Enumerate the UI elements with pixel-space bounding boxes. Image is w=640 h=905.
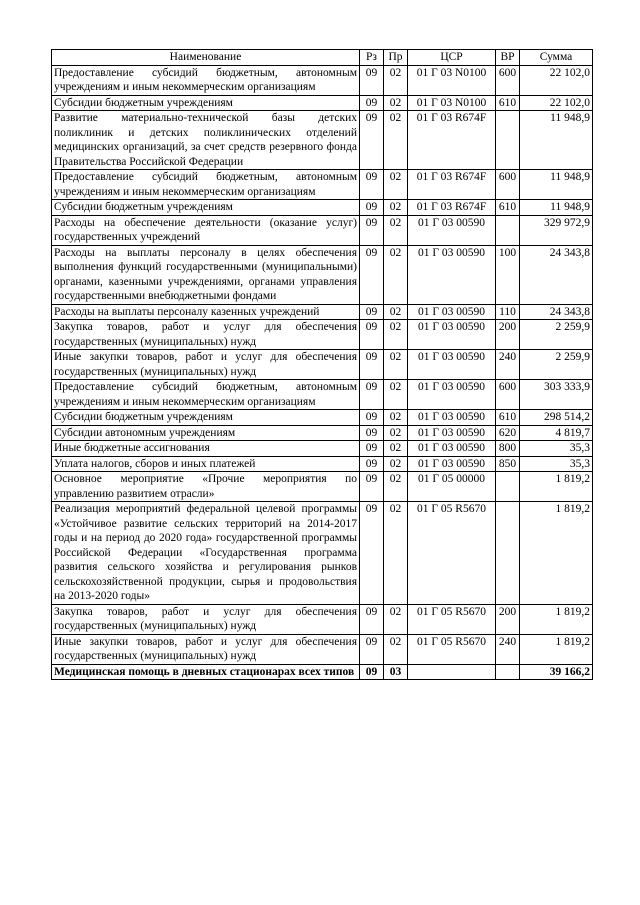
table-row xyxy=(52,664,593,680)
header-sum: Сумма xyxy=(520,50,593,66)
row-vr xyxy=(496,664,520,680)
row-vr: 850 xyxy=(496,456,520,472)
row-name: Предоставление субсидий бюджетным, автономным учреждениям и иным некоммерческим организациям xyxy=(52,380,360,410)
row-rz: 09 xyxy=(360,502,384,605)
row-pr: 02 xyxy=(384,111,408,170)
row-csr: 01 Г 03 00590 xyxy=(408,215,496,245)
table-header-row xyxy=(52,50,593,66)
row-pr: 02 xyxy=(384,215,408,245)
row-pr: 02 xyxy=(384,95,408,111)
row-rz: 09 xyxy=(360,472,384,502)
table-row xyxy=(52,215,593,245)
row-pr: 02 xyxy=(384,65,408,95)
table-row xyxy=(52,410,593,426)
table-row xyxy=(52,200,593,216)
row-pr: 02 xyxy=(384,425,408,441)
row-name: Развитие материально-технической базы детских поликлиник и детских поликлинических отделений медицинских организаций, за счет средств резервного фонда Правительства Российской Федерации xyxy=(52,111,360,170)
row-sum: 1 819,2 xyxy=(520,502,593,605)
row-rz: 09 xyxy=(360,380,384,410)
row-rz: 09 xyxy=(360,320,384,350)
header-csr: ЦСР xyxy=(408,50,496,66)
row-rz: 09 xyxy=(360,95,384,111)
row-vr: 240 xyxy=(496,634,520,664)
row-rz: 09 xyxy=(360,304,384,320)
row-rz: 09 xyxy=(360,634,384,664)
row-pr: 02 xyxy=(384,604,408,634)
row-rz: 09 xyxy=(360,664,384,680)
row-rz: 09 xyxy=(360,170,384,200)
row-sum: 11 948,9 xyxy=(520,111,593,170)
row-sum: 24 343,8 xyxy=(520,304,593,320)
row-csr: 01 Г 03 00590 xyxy=(408,456,496,472)
row-sum: 303 333,9 xyxy=(520,380,593,410)
row-name: Уплата налогов, сборов и иных платежей xyxy=(52,456,360,472)
row-pr: 02 xyxy=(384,456,408,472)
header-rz: Рз xyxy=(360,50,384,66)
table-row xyxy=(52,95,593,111)
row-vr: 100 xyxy=(496,245,520,304)
row-sum: 11 948,9 xyxy=(520,200,593,216)
row-sum: 2 259,9 xyxy=(520,350,593,380)
table-row xyxy=(52,111,593,170)
row-rz: 09 xyxy=(360,65,384,95)
row-vr xyxy=(496,215,520,245)
row-name: Иные бюджетные ассигнования xyxy=(52,441,360,457)
row-name: Расходы на обеспечение деятельности (оказание услуг) государственных учреждений xyxy=(52,215,360,245)
row-name: Предоставление субсидий бюджетным, автономным учреждениям и иным некоммерческим организациям xyxy=(52,65,360,95)
row-sum: 35,3 xyxy=(520,441,593,457)
row-csr: 01 Г 03 00590 xyxy=(408,304,496,320)
header-name: Наименование xyxy=(52,50,360,66)
budget-table xyxy=(51,49,593,680)
table-row xyxy=(52,304,593,320)
row-rz: 09 xyxy=(360,111,384,170)
row-csr: 01 Г 03 N0100 xyxy=(408,95,496,111)
row-csr: 01 Г 05 R5670 xyxy=(408,502,496,605)
row-sum: 39 166,2 xyxy=(520,664,593,680)
row-pr: 02 xyxy=(384,304,408,320)
row-csr: 01 Г 05 R5670 xyxy=(408,604,496,634)
row-pr: 02 xyxy=(384,320,408,350)
row-csr: 01 Г 03 00590 xyxy=(408,320,496,350)
header-vr: ВР xyxy=(496,50,520,66)
row-name: Субсидии автономным учреждениям xyxy=(52,425,360,441)
table-row xyxy=(52,425,593,441)
row-sum: 4 819,7 xyxy=(520,425,593,441)
table-row xyxy=(52,170,593,200)
table-row xyxy=(52,380,593,410)
row-pr: 02 xyxy=(384,245,408,304)
row-vr: 600 xyxy=(496,170,520,200)
row-sum: 1 819,2 xyxy=(520,634,593,664)
table-row xyxy=(52,634,593,664)
row-pr: 02 xyxy=(384,472,408,502)
row-sum: 1 819,2 xyxy=(520,604,593,634)
row-name: Расходы на выплаты персоналу казенных учреждений xyxy=(52,304,360,320)
table-row xyxy=(52,320,593,350)
row-name: Субсидии бюджетным учреждениям xyxy=(52,95,360,111)
row-csr: 01 Г 03 00590 xyxy=(408,441,496,457)
row-vr: 110 xyxy=(496,304,520,320)
row-sum: 2 259,9 xyxy=(520,320,593,350)
row-pr: 02 xyxy=(384,200,408,216)
row-csr: 01 Г 05 R5670 xyxy=(408,634,496,664)
row-rz: 09 xyxy=(360,215,384,245)
row-vr: 200 xyxy=(496,320,520,350)
row-pr: 02 xyxy=(384,170,408,200)
row-rz: 09 xyxy=(360,245,384,304)
row-rz: 09 xyxy=(360,350,384,380)
table-row xyxy=(52,245,593,304)
row-vr: 610 xyxy=(496,410,520,426)
row-name: Медицинская помощь в дневных стационарах всех типов xyxy=(52,664,360,680)
row-pr: 02 xyxy=(384,380,408,410)
row-name: Закупка товаров, работ и услуг для обеспечения государственных (муниципальных) нужд xyxy=(52,320,360,350)
row-pr: 02 xyxy=(384,502,408,605)
row-name: Расходы на выплаты персоналу в целях обеспечения выполнения функций государственными (муниципальными) органами, казенными учреждениями, органами управления государственными внебюджетными фондами xyxy=(52,245,360,304)
row-csr: 01 Г 03 00590 xyxy=(408,350,496,380)
row-rz: 09 xyxy=(360,456,384,472)
row-vr: 800 xyxy=(496,441,520,457)
row-pr: 02 xyxy=(384,410,408,426)
row-rz: 09 xyxy=(360,410,384,426)
row-csr: 01 Г 03 00590 xyxy=(408,380,496,410)
row-vr: 240 xyxy=(496,350,520,380)
row-csr: 01 Г 03 00590 xyxy=(408,425,496,441)
row-sum: 329 972,9 xyxy=(520,215,593,245)
row-pr: 02 xyxy=(384,634,408,664)
row-vr: 600 xyxy=(496,380,520,410)
row-vr xyxy=(496,502,520,605)
row-vr xyxy=(496,472,520,502)
row-rz: 09 xyxy=(360,604,384,634)
table-row xyxy=(52,350,593,380)
row-sum: 24 343,8 xyxy=(520,245,593,304)
row-vr: 610 xyxy=(496,200,520,216)
row-sum: 35,3 xyxy=(520,456,593,472)
row-rz: 09 xyxy=(360,200,384,216)
row-vr: 620 xyxy=(496,425,520,441)
row-name: Иные закупки товаров, работ и услуг для обеспечения государственных (муниципальных) нужд xyxy=(52,350,360,380)
row-sum: 1 819,2 xyxy=(520,472,593,502)
row-name: Иные закупки товаров, работ и услуг для обеспечения государственных (муниципальных) нужд xyxy=(52,634,360,664)
row-pr: 03 xyxy=(384,664,408,680)
row-name: Субсидии бюджетным учреждениям xyxy=(52,410,360,426)
row-csr: 01 Г 03 00590 xyxy=(408,410,496,426)
row-csr: 01 Г 03 R674F xyxy=(408,111,496,170)
row-vr: 200 xyxy=(496,604,520,634)
row-rz: 09 xyxy=(360,425,384,441)
table-row xyxy=(52,65,593,95)
row-sum: 298 514,2 xyxy=(520,410,593,426)
row-vr xyxy=(496,111,520,170)
row-sum: 11 948,9 xyxy=(520,170,593,200)
row-csr: 01 Г 03 00590 xyxy=(408,245,496,304)
row-sum: 22 102,0 xyxy=(520,95,593,111)
row-vr: 600 xyxy=(496,65,520,95)
row-vr: 610 xyxy=(496,95,520,111)
row-name: Предоставление субсидий бюджетным, автономным учреждениям и иным некоммерческим организациям xyxy=(52,170,360,200)
row-csr xyxy=(408,664,496,680)
row-name: Основное мероприятие «Прочие мероприятия по управлению развитием отрасли» xyxy=(52,472,360,502)
row-name: Реализация мероприятий федеральной целевой программы «Устойчивое развитие сельских территорий на 2014-2017 годы и на период до 2020 года» государственной программы Российской Федерации «Государственная программа развития сельского хозяйства и регулирования рынков сельскохозяйственной продукции, сырья и продовольствия на 2013-2020 годы» xyxy=(52,502,360,605)
row-name: Закупка товаров, работ и услуг для обеспечения государственных (муниципальных) нужд xyxy=(52,604,360,634)
row-rz: 09 xyxy=(360,441,384,457)
table-row xyxy=(52,456,593,472)
row-csr: 01 Г 03 R674F xyxy=(408,200,496,216)
row-pr: 02 xyxy=(384,350,408,380)
row-pr: 02 xyxy=(384,441,408,457)
table-row xyxy=(52,604,593,634)
row-name: Субсидии бюджетным учреждениям xyxy=(52,200,360,216)
table-row xyxy=(52,441,593,457)
row-sum: 22 102,0 xyxy=(520,65,593,95)
table-row xyxy=(52,472,593,502)
row-csr: 01 Г 03 N0100 xyxy=(408,65,496,95)
header-pr: Пр xyxy=(384,50,408,66)
row-csr: 01 Г 05 00000 xyxy=(408,472,496,502)
row-csr: 01 Г 03 R674F xyxy=(408,170,496,200)
table-row xyxy=(52,502,593,605)
